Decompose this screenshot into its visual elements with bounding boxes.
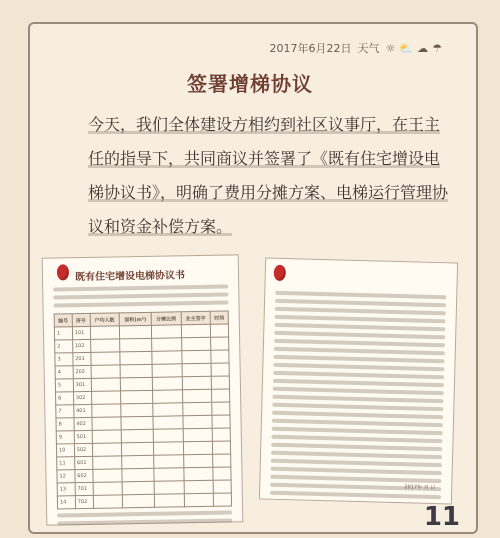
weather-icons <box>386 42 442 55</box>
article-paragraph <box>88 108 448 244</box>
row-index: 4 <box>55 366 73 379</box>
table-row <box>57 493 231 509</box>
agreement-document-right <box>259 258 458 505</box>
text-line <box>273 379 444 387</box>
text-line <box>275 315 446 323</box>
page-number: 11 <box>423 502 460 532</box>
text-line <box>271 467 442 475</box>
text-line <box>273 387 444 395</box>
document-heading: 既有住宅增设电梯协议书 <box>74 270 186 284</box>
text-line <box>53 284 228 291</box>
th-0: 编号 <box>54 314 72 327</box>
row-index: 9 <box>56 431 74 444</box>
room-cell: 502 <box>74 443 92 456</box>
room-cell: 302 <box>73 391 91 404</box>
article-paragraph-text: 今天，我们全体建设方相约到社区议事厅，在王主任的指导下，共同商议并签署了《既有住宅增设电梯协议书》，明确了费用分摊方案、电梯运行管理协议和资金补偿方案。 <box>88 115 449 236</box>
row-index: 10 <box>56 444 74 457</box>
text-line <box>274 347 445 355</box>
article-title: 签署增梯协议 <box>187 72 313 96</box>
row-index: 11 <box>57 457 75 470</box>
th-6: 时间 <box>210 311 228 324</box>
th-3: 面积(m²) <box>119 312 151 326</box>
text-line <box>57 510 232 517</box>
room-cell: 401 <box>73 404 91 417</box>
room-cell: 501 <box>74 430 92 443</box>
th-2: 户均人数 <box>90 313 120 327</box>
date-weather-bar <box>270 40 442 56</box>
rain-icon: ☂ <box>432 41 442 55</box>
row-index: 8 <box>56 418 74 431</box>
row-index: 5 <box>55 379 73 392</box>
text-line <box>53 292 228 299</box>
document-date: 2017年 月 日 <box>404 484 436 492</box>
text-line <box>273 371 444 379</box>
room-cell: 601 <box>74 456 92 469</box>
partly-cloudy-icon: ⛅ <box>399 41 414 55</box>
text-line <box>275 307 446 315</box>
text-line <box>53 300 228 307</box>
room-cell: 202 <box>73 365 91 378</box>
text-line <box>271 435 442 443</box>
room-cell: 702 <box>75 495 93 508</box>
text-line <box>274 355 445 363</box>
text-line <box>272 419 443 427</box>
room-cell: 301 <box>73 378 91 391</box>
th-5: 业主签字 <box>181 311 211 325</box>
text-line <box>271 451 442 459</box>
text-line <box>275 299 446 307</box>
th-1: 房号 <box>72 313 90 326</box>
cloud-icon: ☁ <box>417 41 429 55</box>
row-index: 6 <box>56 392 74 405</box>
date-text: 2017年6月22日 <box>269 42 352 55</box>
text-line <box>271 459 442 467</box>
text-line <box>274 331 445 339</box>
text-line <box>272 411 443 419</box>
row-index: 3 <box>55 353 73 366</box>
th-4: 分摊比例 <box>151 312 181 326</box>
row-index: 12 <box>57 470 75 483</box>
text-line <box>272 427 443 435</box>
text-line <box>274 339 445 347</box>
room-cell: 201 <box>73 352 91 365</box>
agreement-document-left <box>42 254 244 525</box>
row-index: 13 <box>57 483 75 496</box>
pin-icon <box>57 264 69 280</box>
text-line <box>270 491 441 499</box>
text-line <box>270 475 441 483</box>
apportion-table <box>54 310 232 509</box>
row-index: 14 <box>57 496 75 509</box>
room-cell: 101 <box>72 326 90 339</box>
text-line <box>274 323 445 331</box>
room-cell: 402 <box>74 417 92 430</box>
row-index: 7 <box>56 405 74 418</box>
text-line <box>275 291 446 299</box>
weather-label: 天气 <box>357 42 380 55</box>
row-index: 2 <box>55 340 73 353</box>
room-cell: 701 <box>75 482 93 495</box>
text-line <box>272 403 443 411</box>
text-line <box>273 363 444 371</box>
sun-icon: ☼ <box>385 41 396 55</box>
row-index: 1 <box>54 327 72 340</box>
text-line <box>271 443 442 451</box>
room-cell: 102 <box>72 339 90 352</box>
room-cell: 602 <box>75 469 93 482</box>
text-line <box>273 395 444 403</box>
